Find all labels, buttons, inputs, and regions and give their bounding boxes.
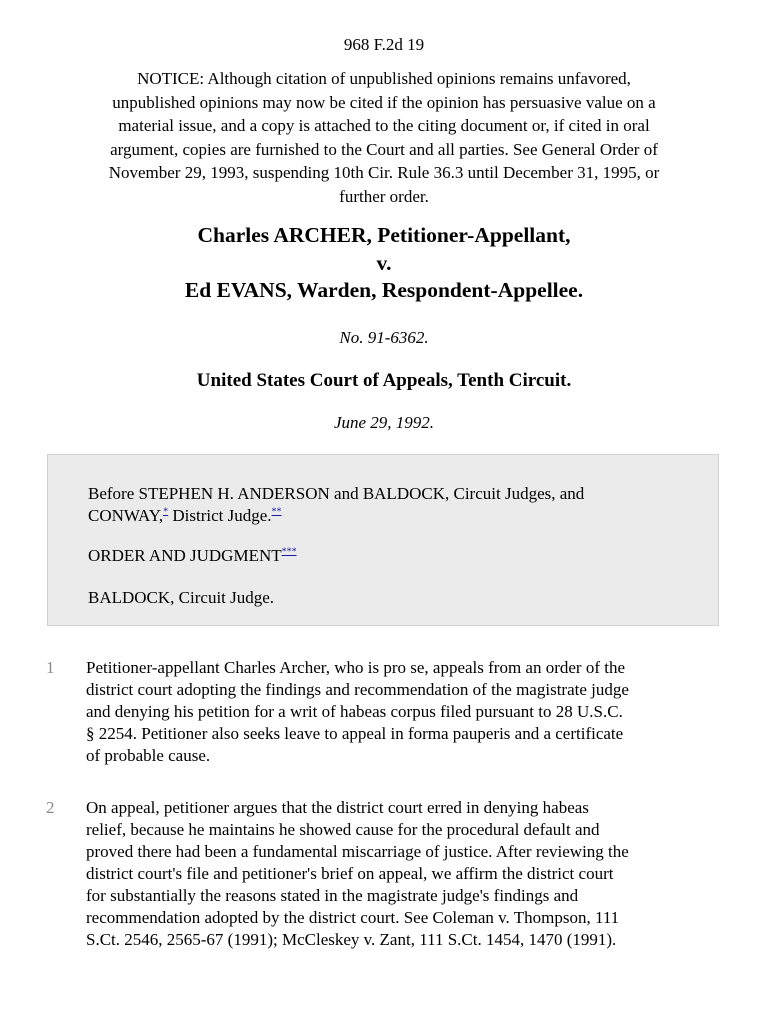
paragraph-text xyxy=(86,657,722,767)
paragraph-number: 1 xyxy=(46,658,55,677)
paragraph-line: S.Ct. 2546, 2565-67 (1991); McCleskey v. Zant, 111 S.Ct. 1454, 1470 (1991). xyxy=(86,930,617,949)
paragraph-line: relief, because he maintains he showed cause for the procedural default and xyxy=(86,820,600,839)
footnote-link-2[interactable]: ** xyxy=(271,506,282,518)
notice-line: argument, copies are furnished to the Court and all parties. See General Order of xyxy=(110,139,658,159)
judges-panel xyxy=(47,454,719,626)
panel-judges-line-2-start: CONWAY, xyxy=(88,506,164,525)
respondent-name: Ed EVANS, Warden, Respondent-Appellee. xyxy=(184,278,584,302)
panel-judges-line-1: Before STEPHEN H. ANDERSON and BALDOCK, Circuit Judges, and xyxy=(88,484,585,503)
order-title: ORDER AND JUDGMENT xyxy=(88,546,282,565)
paragraph-line: § 2254. Petitioner also seeks leave to appeal in forma pauperis and a certificate xyxy=(86,724,624,743)
petitioner-name: Charles ARCHER, Petitioner-Appellant, xyxy=(197,223,571,247)
order-heading xyxy=(88,545,688,567)
opinion-author: BALDOCK, Circuit Judge. xyxy=(88,588,275,607)
versus-label: v. xyxy=(376,250,392,275)
case-citation: 968 F.2d 19 xyxy=(343,35,425,54)
paragraph-line: proved there had been a fundamental miscarriage of justice. After reviewing the xyxy=(86,842,629,861)
footnote-link-3[interactable]: *** xyxy=(281,546,297,558)
paragraph-line: recommendation adopted by the district court. See Coleman v. Thompson, 111 xyxy=(86,908,620,927)
paragraph-number: 2 xyxy=(46,798,55,817)
decision-date: June 29, 1992. xyxy=(333,413,435,432)
paragraph-line: district court's file and petitioner's brief on appeal, we affirm the district court xyxy=(86,864,614,883)
paragraph-line: On appeal, petitioner argues that the district court erred in denying habeas xyxy=(86,798,589,817)
notice-line: material issue, and a copy is attached to the citing document or, if cited in oral xyxy=(118,116,650,135)
paragraph-line: for substantially the reasons stated in the magistrate judge's findings and xyxy=(86,886,579,905)
paragraph-line: district court adopting the findings and recommendation of the magistrate judge xyxy=(86,680,629,699)
court-name: United States Court of Appeals, Tenth Circuit. xyxy=(196,370,572,391)
notice-line: further order. xyxy=(339,186,429,206)
panel-judges xyxy=(88,483,688,527)
unpublished-opinion-notice xyxy=(50,67,718,208)
paragraph-line: of probable cause. xyxy=(86,746,211,765)
docket-number: No. 91-6362. xyxy=(339,328,429,347)
notice-line: NOTICE: Although citation of unpublished opinions remains unfavored, xyxy=(137,69,631,88)
paragraph-line: and denying his petition for a writ of habeas corpus filed pursuant to 28 U.S.C. xyxy=(86,702,623,721)
footnote-link-1[interactable]: * xyxy=(163,506,169,518)
notice-line: November 29, 1993, suspending 10th Cir. Rule 36.3 until December 31, 1995, or xyxy=(108,163,660,182)
panel-judges-line-2-end: District Judge. xyxy=(168,506,272,525)
notice-line: unpublished opinions may now be cited if the opinion has persuasive value on a xyxy=(112,92,656,112)
paragraph-line: Petitioner-appellant Charles Archer, who is pro se, appeals from an order of the xyxy=(86,658,626,677)
case-caption xyxy=(0,222,768,305)
paragraph-text xyxy=(86,797,722,951)
